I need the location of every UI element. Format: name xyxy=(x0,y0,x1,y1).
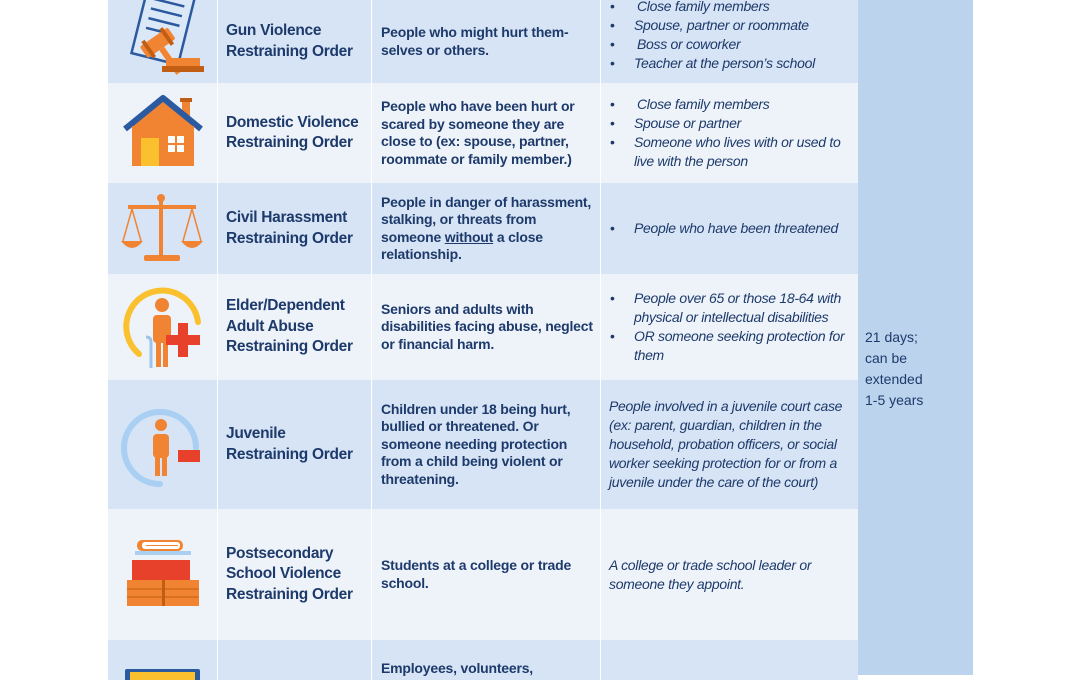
order-name: Juvenile Restraining Order xyxy=(218,380,372,509)
list-item: • Spouse, partner or roommate xyxy=(610,16,815,35)
list-item: • Spouse or partner xyxy=(610,114,850,133)
list-item: • Boss or coworker xyxy=(610,35,815,54)
table-row xyxy=(108,380,858,509)
who-text: People in danger of harassment, stalking, or threats from someone xyxy=(381,193,592,245)
gavel-document-icon xyxy=(108,0,218,83)
books-icon xyxy=(108,509,218,640)
house-icon xyxy=(108,83,218,183)
who-is-protected: Students at a college or trade school. xyxy=(372,509,601,640)
list-item: • People who have been threatened xyxy=(610,219,838,238)
duration-column xyxy=(858,0,973,675)
workplace-icon xyxy=(108,640,218,680)
who-can-ask xyxy=(601,509,858,640)
elder-person-icon xyxy=(108,274,218,380)
who-can-ask xyxy=(601,183,858,274)
list-item: • Close family members xyxy=(610,0,815,16)
who-is-protected: Seniors and adults with disabilities facing abuse, neglect or financial harm. xyxy=(372,274,601,380)
duration-line: can be xyxy=(865,350,908,366)
order-name: Elder/Dependent Adult Abuse Restraining Order xyxy=(218,274,372,380)
who-can-ask xyxy=(601,274,858,380)
table-row xyxy=(108,640,858,680)
table-row xyxy=(108,274,858,380)
table-row xyxy=(108,509,858,640)
order-name: Postsecondary School Violence Restraining Order xyxy=(218,509,372,640)
order-name: Civil Harassment Restraining Order xyxy=(218,183,372,274)
duration-line: 21 days; xyxy=(865,329,918,345)
who-can-ask-text: People involved in a juvenile court case (ex: parent, guardian, children in the household, probation officers, or social worker seeking protection for or from a juvenile under the care of the court) xyxy=(609,398,843,490)
list-item: • Teacher at the person’s school xyxy=(610,54,815,73)
child-icon xyxy=(108,380,218,509)
scales-icon xyxy=(108,183,218,274)
table-row xyxy=(108,0,858,83)
who-can-ask xyxy=(601,0,858,83)
duration-text xyxy=(865,327,965,411)
who-can-ask xyxy=(601,380,858,509)
who-is-protected: Children under 18 being hurt, bullied or threatened. Or someone needing protection from a child being violent or threatening. xyxy=(372,380,601,509)
who-is-protected xyxy=(372,183,601,274)
order-name xyxy=(218,640,372,680)
duration-line: extended xyxy=(865,371,923,387)
who-emphasis: without xyxy=(444,228,494,245)
who-can-ask-text: A college or trade school leader or someone they appoint. xyxy=(609,556,812,592)
who-is-protected: People who have been hurt or scared by someone they are close to (ex: spouse, partner, roommate or family member.) xyxy=(372,83,601,183)
who-is-protected: Employees, volunteers, xyxy=(372,640,601,680)
list-item: • Close family members xyxy=(610,95,850,114)
who-can-ask xyxy=(601,640,858,680)
list-item: • People over 65 or those 18-64 with physical or intellectual disabilities xyxy=(610,289,850,327)
order-name: Gun Violence Restraining Order xyxy=(218,0,372,83)
list-item: • OR someone seeking protection for them xyxy=(610,327,850,365)
who-can-ask xyxy=(601,83,858,183)
table-row xyxy=(108,83,858,183)
order-name: Domestic Violence Restraining Order xyxy=(218,83,372,183)
table-row xyxy=(108,183,858,274)
who-text-end: a close relationship. xyxy=(381,228,543,262)
list-item: • Someone who lives with or used to live with the person xyxy=(610,133,850,171)
duration-line: 1-5 years xyxy=(865,392,924,408)
who-is-protected: People who might hurt them-selves or others. xyxy=(372,0,601,83)
